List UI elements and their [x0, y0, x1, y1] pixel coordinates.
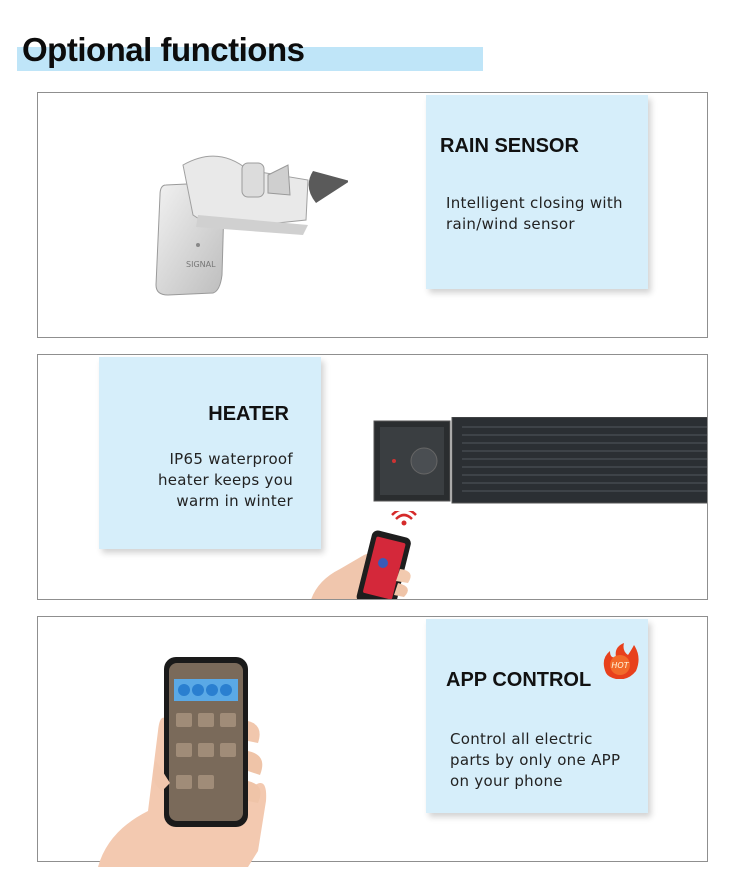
- app-control-heading: APP CONTROL: [446, 669, 592, 691]
- heater-panel: [37, 354, 708, 600]
- hot-badge-label: HOT: [611, 661, 629, 670]
- app-control-description: Control all electric parts by only one APP on your phone: [450, 730, 621, 790]
- rain-sensor-card: [426, 95, 648, 289]
- heater-description: IP65 waterproof heater keeps you warm in winter: [157, 450, 293, 510]
- heater-image: [370, 417, 708, 507]
- svg-text:SIGNAL: SIGNAL: [186, 260, 216, 269]
- hot-flame-badge-icon: [600, 643, 640, 679]
- rain-sensor-heading: RAIN SENSOR: [440, 135, 579, 157]
- phone-in-hand-image: [98, 651, 278, 867]
- page-title: Optional functions: [22, 31, 305, 68]
- heater-card: [99, 357, 321, 549]
- app-control-panel: [37, 616, 708, 862]
- heater-heading: HEATER: [208, 403, 289, 425]
- rain-sensor-image: [138, 145, 348, 305]
- rain-sensor-panel: [37, 92, 708, 338]
- hand-with-remote-image: [300, 511, 430, 600]
- rain-sensor-description: Intelligent closing with rain/wind sensor: [446, 194, 623, 233]
